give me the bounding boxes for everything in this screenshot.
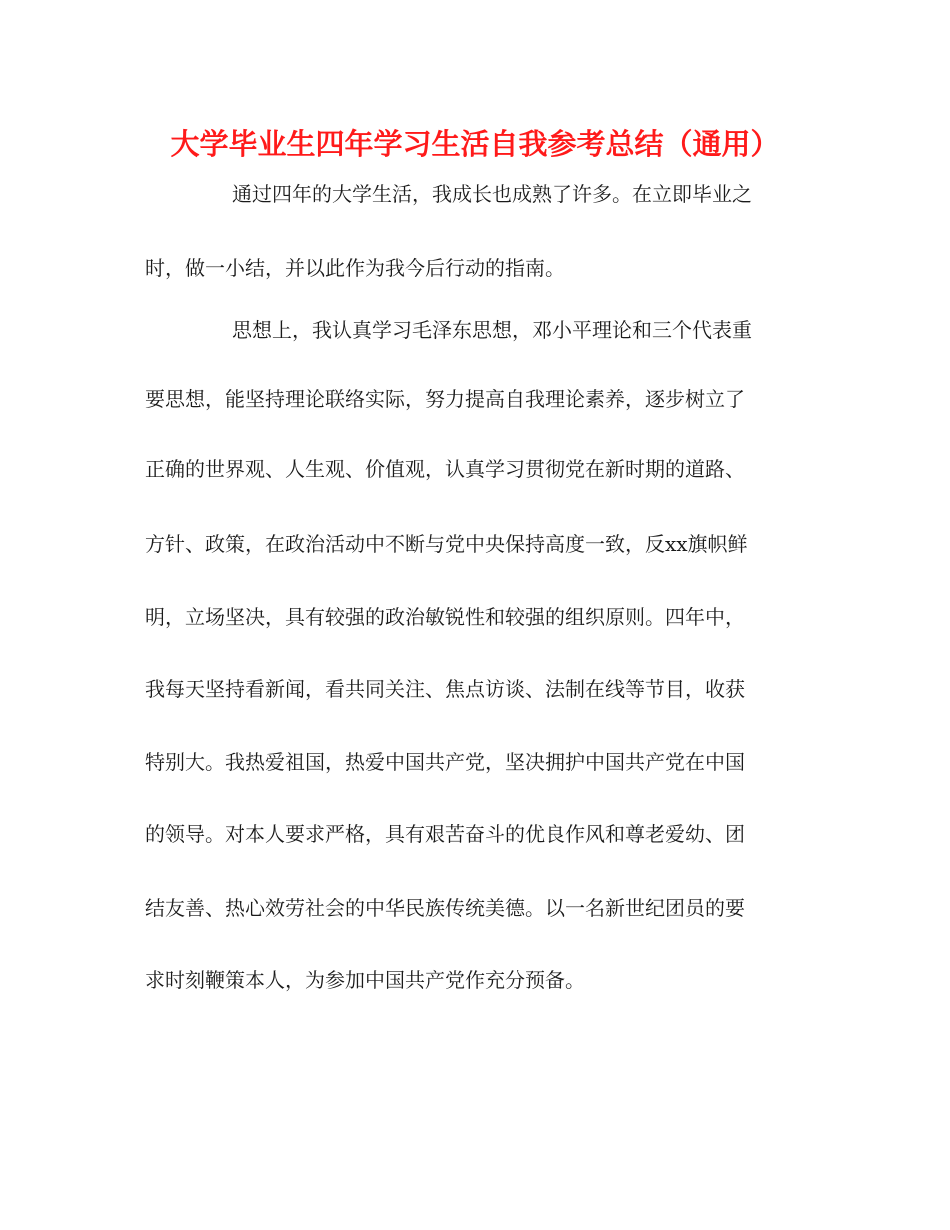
paragraph-line: 要思想，能坚持理论联络实际，努力提高自我理论素养，逐步树立了 <box>145 387 745 411</box>
paragraph-line: 的领导。对本人要求严格，具有艰苦奋斗的优良作风和尊老爱幼、团 <box>145 822 745 846</box>
paragraph-line: 通过四年的大学生活，我成长也成熟了许多。在立即毕业之 <box>232 182 752 206</box>
document-title: 大学毕业生四年学习生活自我参考总结（通用） <box>170 127 780 161</box>
paragraph-line: 明，立场坚决，具有较强的政治敏锐性和较强的组织原则。四年中， <box>145 605 745 629</box>
paragraph-line: 方针、政策，在政治活动中不断与党中央保持高度一致，反xx旗帜鲜 <box>145 532 748 556</box>
paragraph-line: 特别大。我热爱祖国，热爱中国共产党，坚决拥护中国共产党在中国 <box>145 750 745 774</box>
paragraph-line: 思想上，我认真学习毛泽东思想，邓小平理论和三个代表重 <box>232 318 752 342</box>
paragraph-line: 正确的世界观、人生观、价值观，认真学习贯彻党在新时期的道路、 <box>145 457 745 481</box>
paragraph-line: 求时刻鞭策本人，为参加中国共产党作充分预备。 <box>145 968 585 992</box>
paragraph-line: 结友善、热心效劳社会的中华民族传统美德。以一名新世纪团员的要 <box>145 896 745 920</box>
paragraph-line: 我每天坚持看新闻，看共同关注、焦点访谈、法制在线等节目，收获 <box>145 677 745 701</box>
paragraph-line: 时，做一小结，并以此作为我今后行动的指南。 <box>145 256 565 280</box>
